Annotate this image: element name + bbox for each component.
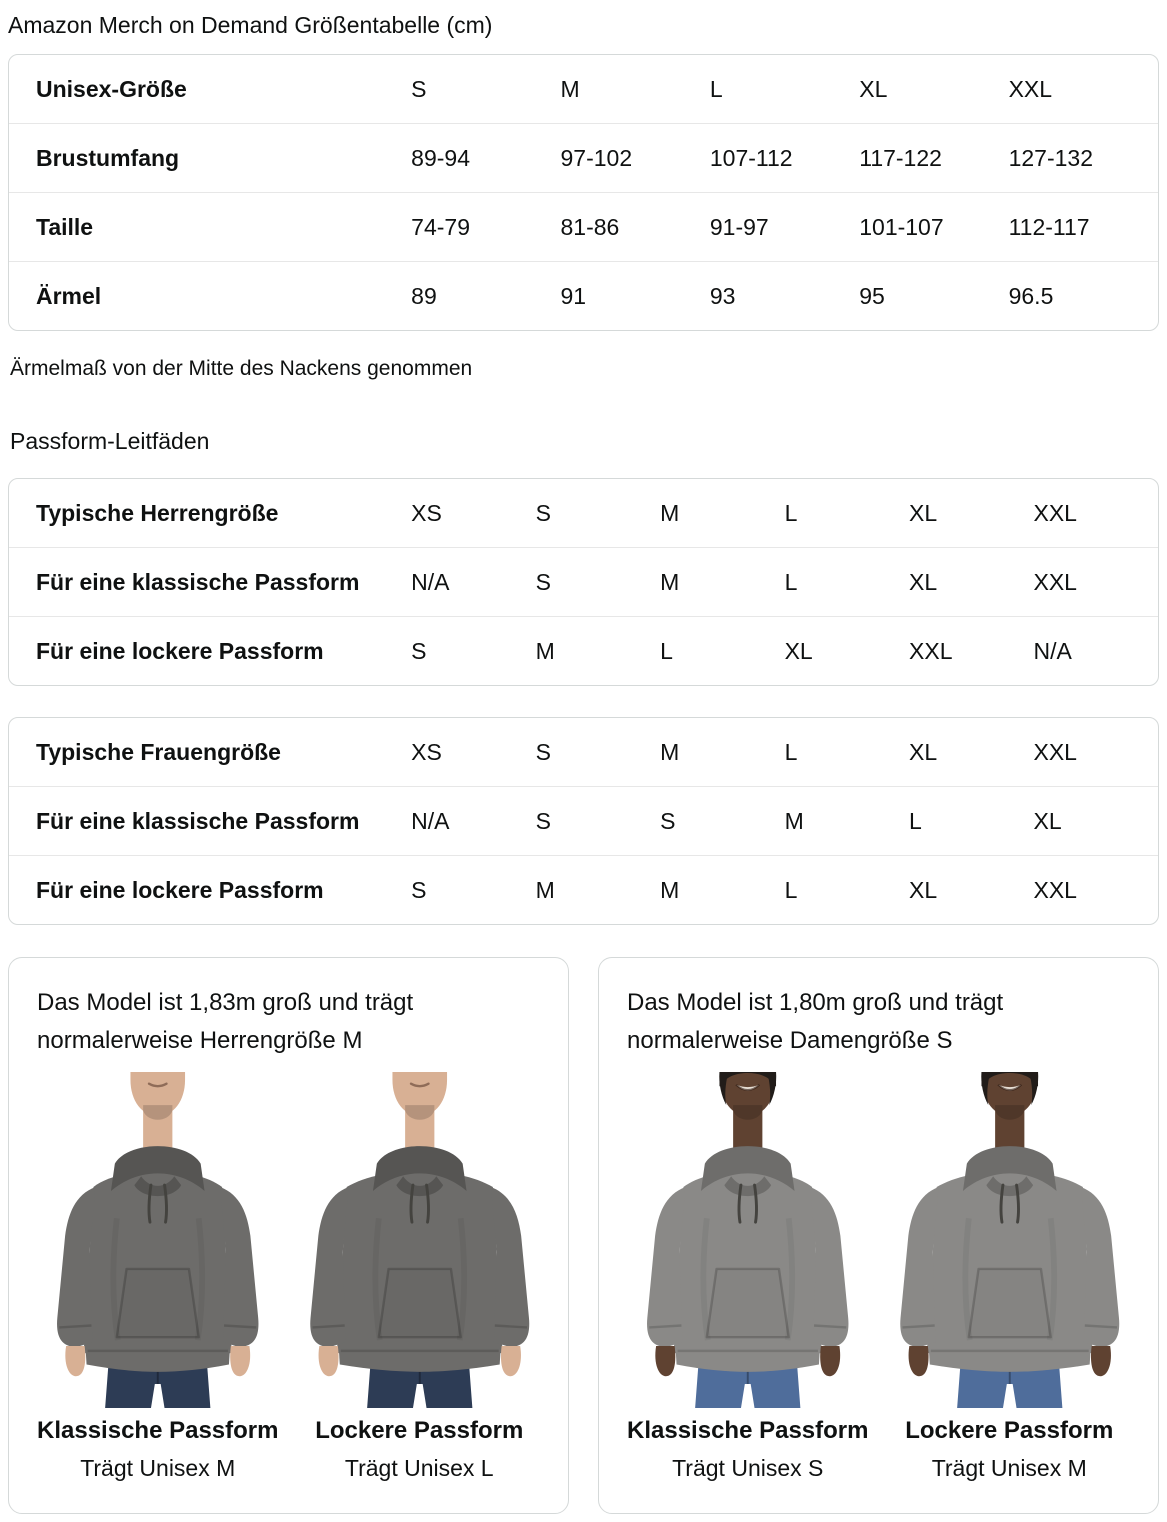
size-cell: 127-132: [1008, 145, 1094, 171]
size-cell: L: [784, 500, 798, 526]
size-cell: N/A: [1033, 638, 1072, 664]
model-figure-men-loose: [293, 1072, 547, 1483]
hoodie-photo: [883, 1072, 1137, 1408]
fit-label: Lockere Passform: [905, 1417, 1114, 1445]
size-cell: S: [660, 808, 676, 834]
size-label: Trägt Unisex M: [931, 1455, 1087, 1482]
size-cell: L: [784, 569, 798, 595]
size-cell: S: [535, 808, 551, 834]
fit-label: Klassische Passform: [37, 1417, 279, 1445]
size-cell: M: [660, 877, 680, 903]
size-cell: XL: [784, 638, 813, 664]
size-cell: XL: [859, 76, 888, 102]
model-figure-men-classic: [31, 1072, 285, 1483]
size-cell: M: [660, 500, 680, 526]
size-cell: L: [660, 638, 673, 664]
size-cell: M: [660, 739, 680, 765]
row-label: Für eine klassische Passform: [36, 569, 360, 595]
size-cell: XL: [909, 500, 938, 526]
sleeve-measure-note: Ärmelmaß von der Mitte des Nackens genommen: [10, 357, 473, 380]
unisex-size-table: [8, 54, 1159, 331]
row-label: Brustumfang: [36, 145, 180, 171]
size-cell: S: [535, 569, 551, 595]
table-row: [9, 55, 1158, 124]
size-cell: L: [784, 877, 798, 903]
model-cards: [8, 957, 1159, 1514]
size-cell: XL: [1033, 808, 1062, 834]
size-cell: XXL: [909, 638, 953, 664]
hoodie-photo: [621, 1072, 875, 1408]
size-cell: L: [909, 808, 922, 834]
size-cell: M: [560, 76, 580, 102]
size-cell: M: [660, 569, 680, 595]
size-cell: 96.5: [1008, 283, 1054, 309]
row-label: Für eine lockere Passform: [36, 877, 324, 903]
size-cell: S: [535, 739, 551, 765]
size-cell: XL: [909, 739, 938, 765]
row-label: Ärmel: [36, 283, 102, 309]
size-cell: 74-79: [411, 214, 470, 240]
size-cell: 81-86: [560, 214, 620, 240]
size-cell: 107-112: [709, 145, 793, 171]
model-description-women: Das Model ist 1,80m groß und trägt normalerweise Damengröße S: [627, 989, 1004, 1054]
size-cell: XXL: [1033, 500, 1077, 526]
fit-label: Klassische Passform: [627, 1417, 869, 1445]
row-label: Typische Herrengröße: [36, 500, 279, 526]
model-figure-women-classic: [621, 1072, 875, 1483]
size-cell: 93: [709, 283, 736, 309]
model-description-men: Das Model ist 1,83m groß und trägt normalerweise Herrengröße M: [37, 989, 414, 1054]
model-figure-women-loose: [883, 1072, 1137, 1483]
model-card-men: [8, 957, 569, 1514]
model-card-women: [598, 957, 1159, 1514]
size-cell: XXL: [1033, 877, 1077, 903]
size-cell: 91: [560, 283, 587, 309]
size-cell: M: [535, 877, 555, 903]
size-cell: XL: [909, 569, 938, 595]
row-label: Für eine lockere Passform: [36, 638, 324, 664]
size-cell: S: [411, 877, 427, 903]
fit-guides-heading: Passform-Leitfäden: [10, 428, 210, 454]
table-row: [9, 548, 1158, 617]
fit-label: Lockere Passform: [315, 1417, 524, 1445]
row-label: Typische Frauengröße: [36, 739, 281, 765]
size-cell: L: [784, 739, 798, 765]
size-cell: XXL: [1033, 739, 1077, 765]
size-cell: M: [784, 808, 804, 834]
table-row: [9, 856, 1158, 925]
size-cell: 112-117: [1008, 214, 1090, 240]
size-cell: 101-107: [859, 214, 944, 240]
size-cell: XL: [909, 877, 938, 903]
row-label: Unisex-Größe: [36, 76, 187, 102]
size-cell: XS: [411, 500, 442, 526]
table-row: [9, 617, 1158, 686]
size-cell: XXL: [1008, 76, 1053, 102]
size-label: Trägt Unisex S: [672, 1455, 824, 1482]
row-label: Taille: [36, 214, 94, 240]
table-row: [9, 193, 1158, 262]
table-row: [9, 262, 1158, 331]
size-cell: M: [535, 638, 555, 664]
row-label: Für eine klassische Passform: [36, 808, 360, 834]
size-cell: 89-94: [411, 145, 470, 171]
hoodie-photo: [293, 1072, 547, 1408]
size-cell: 117-122: [859, 145, 942, 171]
size-cell: 89: [411, 283, 437, 309]
page-title: Amazon Merch on Demand Größentabelle (cm): [8, 12, 493, 38]
womens-fit-table: [8, 717, 1159, 925]
size-cell: L: [709, 76, 723, 102]
table-row: [9, 124, 1158, 193]
size-cell: XXL: [1033, 569, 1077, 595]
size-label: Trägt Unisex M: [80, 1455, 236, 1482]
size-cell: S: [411, 638, 427, 664]
size-cell: XS: [411, 739, 442, 765]
table-row: [9, 479, 1158, 548]
size-cell: N/A: [411, 808, 450, 834]
size-cell: S: [535, 500, 551, 526]
mens-fit-table: [8, 478, 1159, 686]
size-label: Trägt Unisex L: [344, 1455, 494, 1482]
hoodie-photo: [31, 1072, 285, 1408]
size-cell: S: [411, 76, 427, 102]
table-row: [9, 718, 1158, 787]
size-cell: 91-97: [709, 214, 769, 240]
table-row: [9, 787, 1158, 856]
size-cell: 97-102: [560, 145, 633, 171]
size-cell: N/A: [411, 569, 450, 595]
size-cell: 95: [859, 283, 885, 309]
